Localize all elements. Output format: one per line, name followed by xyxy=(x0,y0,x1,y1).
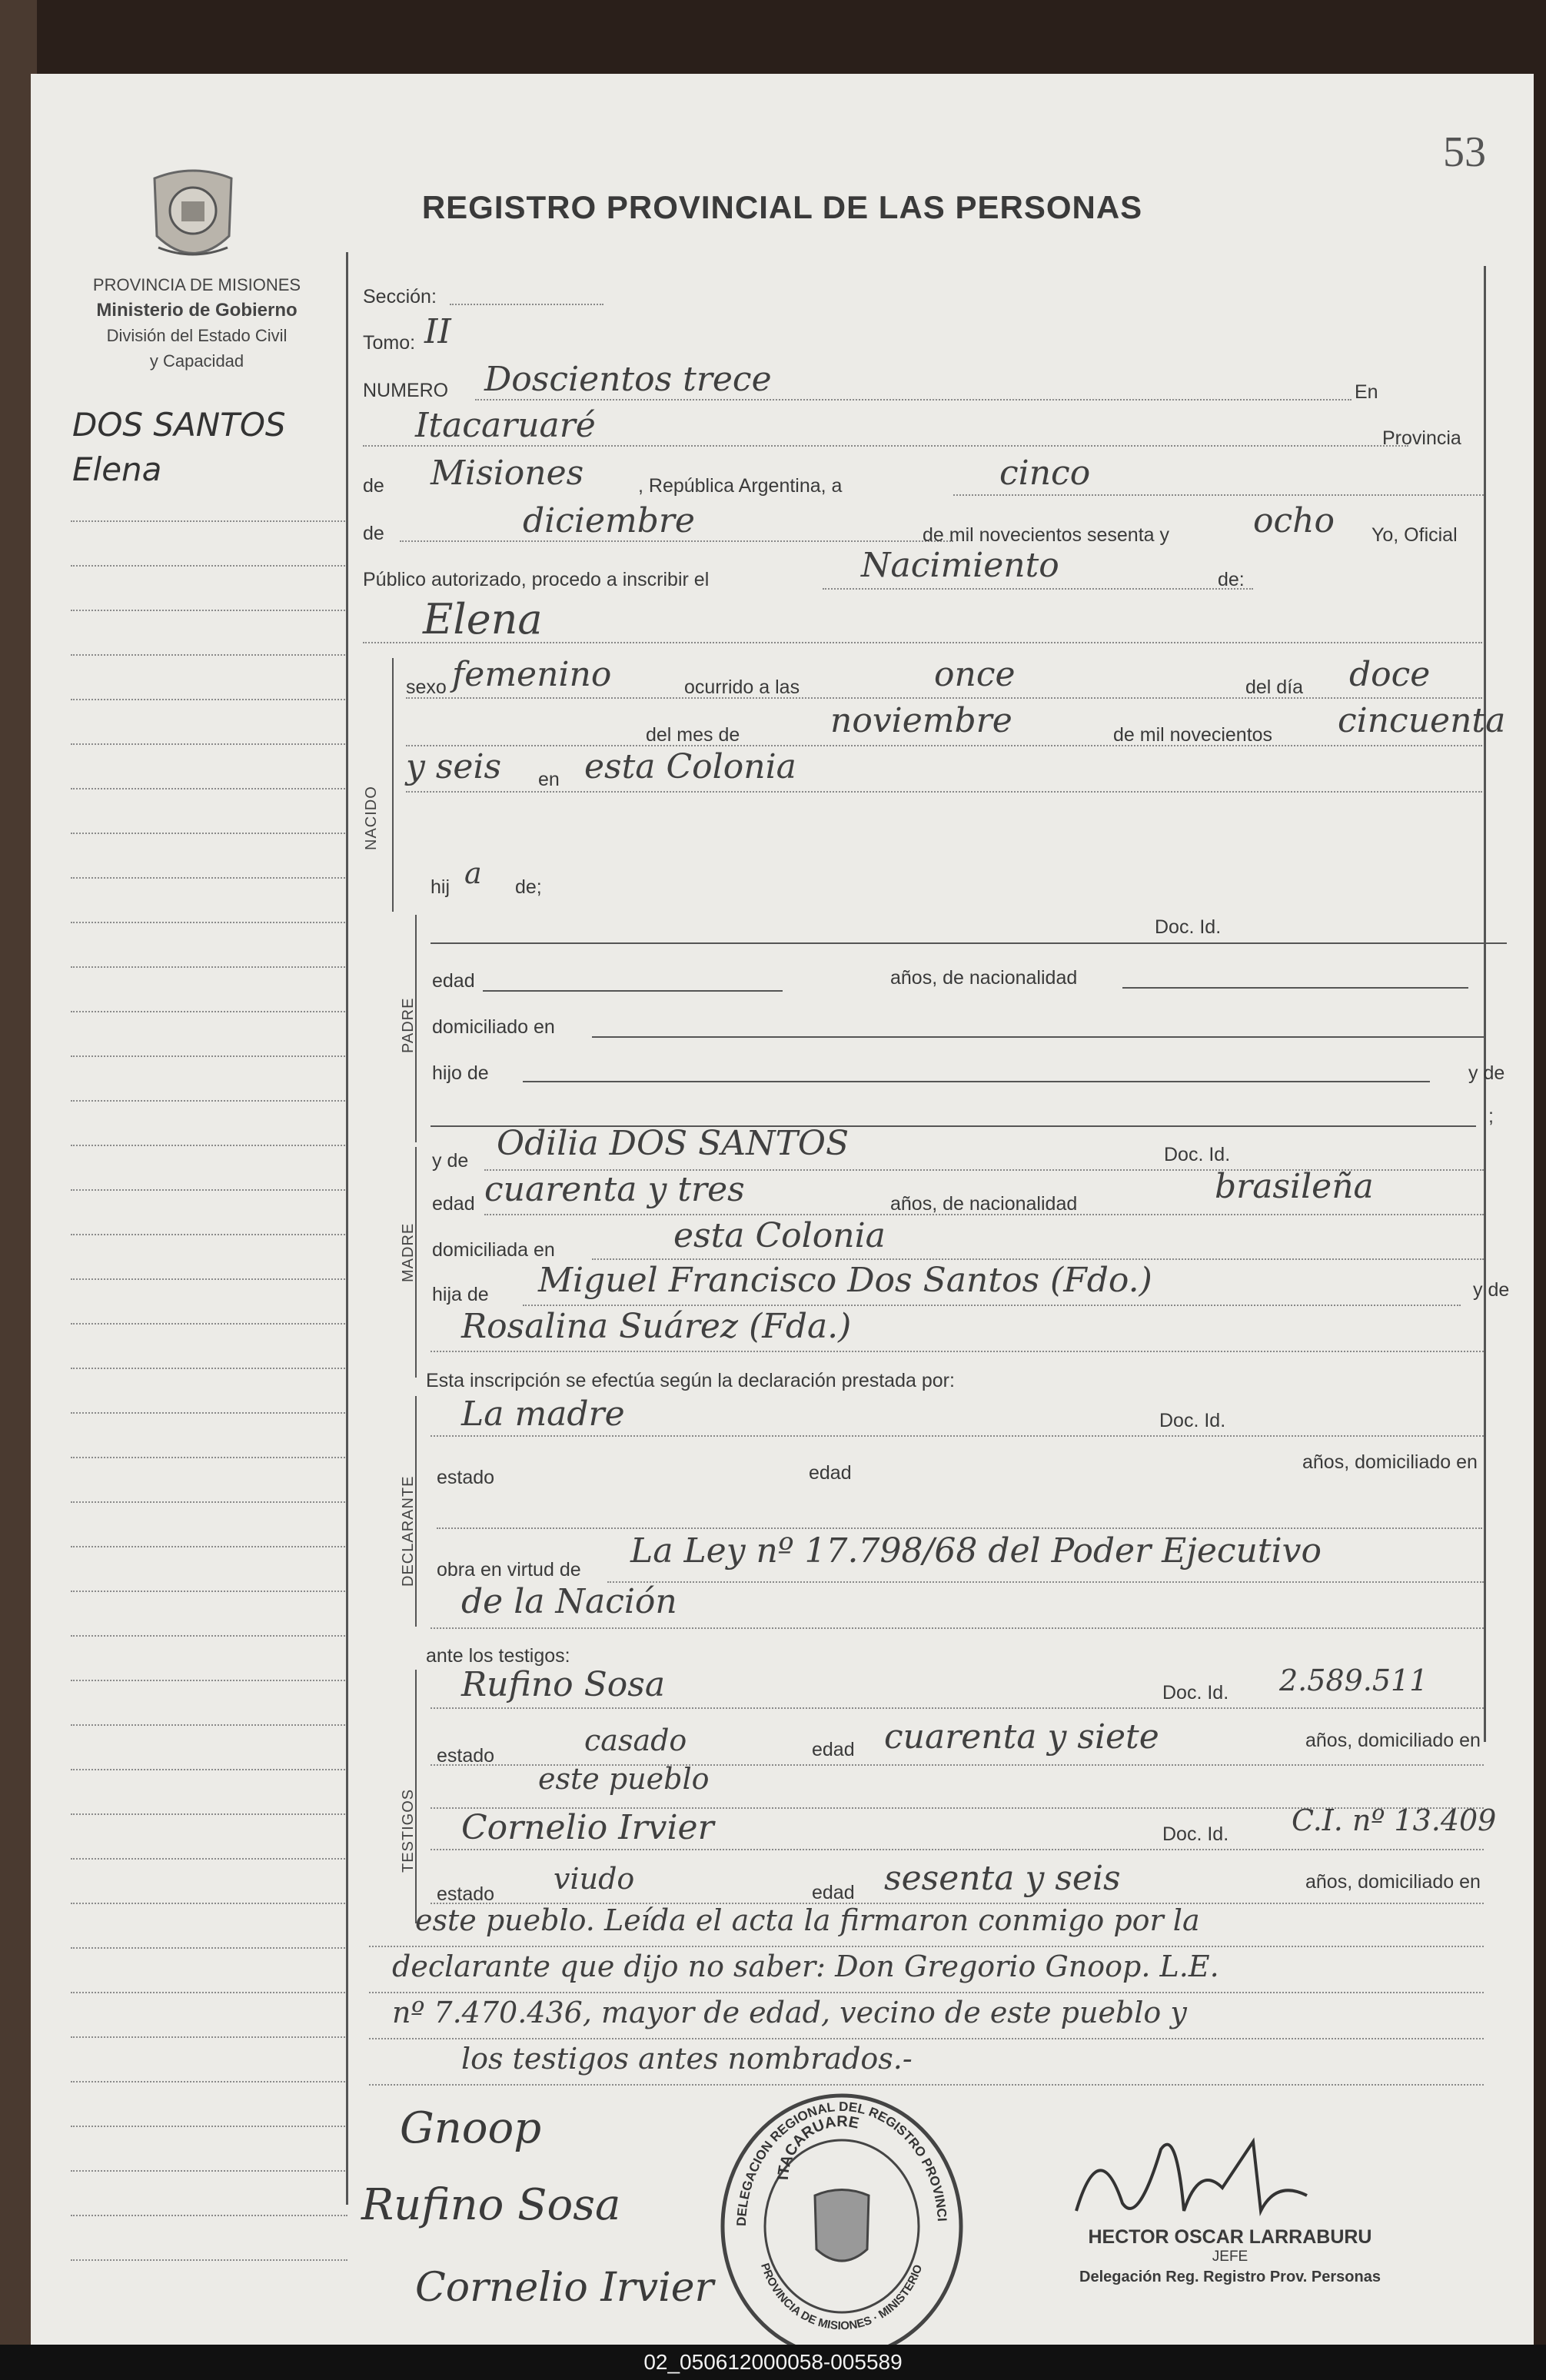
obra-value: La Ley nº 17.798/68 del Poder Ejecutivo xyxy=(630,1531,1322,1571)
year-value: ocho xyxy=(1253,501,1335,540)
anio-value: cincuenta xyxy=(1338,701,1506,740)
madre-domicilio-value: esta Colonia xyxy=(673,1216,886,1255)
margin-ruled-line xyxy=(71,1188,347,1191)
margin-ruled-line xyxy=(71,1813,347,1815)
margin-ruled-line xyxy=(71,1590,347,1592)
official-stamp xyxy=(715,2088,969,2368)
testigo1-line xyxy=(431,1707,1484,1709)
name-line xyxy=(363,641,1482,643)
testigos-intro-label: ante los testigos: xyxy=(426,1645,570,1667)
madre-madre-value: Rosalina Suárez (Fda.) xyxy=(461,1307,852,1346)
numero-label: NUMERO xyxy=(363,380,449,401)
margin-ruled-line xyxy=(71,1679,347,1681)
sexo-label: sexo xyxy=(406,676,447,698)
day-line xyxy=(953,494,1484,496)
act-value: Nacimiento xyxy=(861,546,1059,585)
madre-edad-line xyxy=(484,1213,1484,1215)
madre-section-label: MADRE xyxy=(400,1222,417,1282)
declarante-section-label: DECLARANTE xyxy=(400,1475,417,1587)
testigo2-anios-label: años, domiciliado en xyxy=(1305,1871,1481,1893)
signature-testigo1: Rufino Sosa xyxy=(361,2180,621,2230)
day-value: cinco xyxy=(999,454,1091,493)
page-title: REGISTRO PROVINCIAL DE LAS PERSONAS xyxy=(421,189,1143,225)
padre-hijo-label: hijo de xyxy=(432,1062,489,1084)
stamp-top-text: ITACARUARE xyxy=(774,2112,861,2181)
padre-section-label: PADRE xyxy=(400,997,417,1053)
madre-domiciliada-label: domiciliada en xyxy=(432,1239,555,1261)
padre-nacionalidad-line xyxy=(1122,987,1468,989)
madre-yde-label: y de xyxy=(432,1150,469,1172)
official-signature-icon xyxy=(1069,2119,1315,2237)
testigo1-doc-label: Doc. Id. xyxy=(1162,1682,1229,1704)
madre-nacionalidad-value: brasileña xyxy=(1215,1167,1374,1206)
padre-semicolon: ; xyxy=(1488,1105,1494,1127)
month-line xyxy=(400,540,953,542)
closing-line-0 xyxy=(369,1945,1484,1947)
margin-ruled-line xyxy=(71,1456,347,1458)
margin-ruled-line xyxy=(71,1322,347,1325)
margin-ruled-line xyxy=(71,564,347,567)
official-role: JEFE xyxy=(1212,2249,1248,2265)
testigos-section-label: TESTIGOS xyxy=(400,1788,417,1873)
declarante-intro-label: Esta inscripción se efectúa según la declaración prestada por: xyxy=(426,1370,955,1391)
margin-ruled-line xyxy=(71,966,347,968)
margin-ruled-line xyxy=(71,1501,347,1503)
yo-oficial-label: Yo, Oficial xyxy=(1371,524,1458,546)
ocurrido-label: ocurrido a las xyxy=(684,676,800,698)
madre-edad-label: edad xyxy=(432,1193,475,1215)
madre-hija-line xyxy=(523,1304,1461,1306)
margin-ruled-line xyxy=(71,1367,347,1369)
month-value: diciembre xyxy=(523,501,695,540)
ministry-block xyxy=(58,272,335,374)
page-number: 53 xyxy=(1443,128,1486,176)
testigo2-doc: C.I. nº 13.409 xyxy=(1292,1803,1497,1837)
testigo1-edad: cuarenta y siete xyxy=(884,1717,1159,1757)
madre-domicilio-line xyxy=(592,1258,1484,1260)
margin-ruled-line xyxy=(71,2036,347,2038)
numero-value: Doscientos trece xyxy=(484,360,772,399)
testigo1-estado-label: estado xyxy=(437,1745,495,1767)
hij-de-label: de; xyxy=(515,876,542,898)
mil-novecientos-label: de mil novecientos xyxy=(1113,724,1273,746)
testigo2-edad: sesenta y seis xyxy=(884,1859,1121,1898)
hij-label: hij xyxy=(431,876,451,898)
margin-ruled-line xyxy=(71,520,347,522)
madre-madre-line xyxy=(431,1350,1484,1352)
margin-ruled-line xyxy=(71,787,347,789)
margin-ruled-line xyxy=(71,1144,347,1146)
hora-value: once xyxy=(934,655,1016,694)
mes-line xyxy=(406,744,1482,746)
hij-value: a xyxy=(464,856,482,890)
margin-ruled-line xyxy=(71,1010,347,1012)
testigo1-anios-label: años, domiciliado en xyxy=(1305,1730,1481,1751)
obra-value-2: de la Nación xyxy=(461,1582,677,1621)
testigo2-domicilio: este pueblo. Leída el acta la firmaron conmigo por la xyxy=(415,1903,1200,1937)
frame-right-line xyxy=(1484,266,1486,1742)
provincia-label: Provincia xyxy=(1382,427,1461,449)
testigo2-edad-label: edad xyxy=(812,1882,855,1903)
margin-ruled-line xyxy=(71,2214,347,2216)
image-caption: 02_050612000058-005589 xyxy=(0,2345,1546,2380)
margin-ruled-line xyxy=(71,1768,347,1770)
margin-ruled-line xyxy=(71,1099,347,1102)
margin-ruled-line xyxy=(71,1946,347,1949)
declarante-nombre-line xyxy=(431,1434,1484,1437)
padre-name-line xyxy=(431,942,1507,944)
nacido-section-label: NACIDO xyxy=(363,786,380,850)
tomo-label: Tomo: xyxy=(363,332,416,354)
lugar-line xyxy=(406,790,1482,793)
testigo2-doc-label: Doc. Id. xyxy=(1162,1823,1229,1845)
ministry-line-4: y Capacidad xyxy=(149,351,244,371)
declarante-estado-line xyxy=(437,1527,1482,1529)
certificate-page xyxy=(31,74,1534,2349)
ministry-line-2: Ministerio de Gobierno xyxy=(96,300,298,321)
mes-label: del mes de xyxy=(646,724,740,746)
official-name: HECTOR OSCAR LARRABURU xyxy=(1088,2226,1372,2248)
margin-ruled-line xyxy=(71,743,347,745)
madre-doc-label: Doc. Id. xyxy=(1164,1144,1231,1165)
closing-rule-3 xyxy=(369,2083,1484,2086)
mil-label: de mil novecientos sesenta y xyxy=(923,524,1170,546)
margin-ruled-line xyxy=(71,1857,347,1860)
margin-ruled-line xyxy=(71,921,347,923)
en-label: En xyxy=(1355,381,1378,403)
padre-hijo-line xyxy=(523,1081,1430,1082)
margin-ruled-line xyxy=(71,1902,347,1904)
coat-of-arms-icon xyxy=(143,163,243,274)
madre-hija-label: hija de xyxy=(432,1284,489,1305)
margin-ruled-line xyxy=(71,2259,347,2261)
padre-edad-label: edad xyxy=(432,970,475,992)
ministry-line-3: División del Estado Civil xyxy=(106,326,288,345)
padre-domiciliado-label: domiciliado en xyxy=(432,1016,555,1038)
act-line xyxy=(823,587,1253,590)
obra-label: obra en virtud de xyxy=(437,1559,581,1581)
declarante-anios-label: años, domiciliado en xyxy=(1302,1451,1478,1473)
padre-doc-label: Doc. Id. xyxy=(1155,916,1222,938)
testigo2-estado-label: estado xyxy=(437,1883,495,1905)
publico-label: Público autorizado, procedo a inscribir el xyxy=(363,569,710,590)
province-value: Misiones xyxy=(431,454,584,493)
testigo2-estado: viudo xyxy=(554,1862,635,1896)
testigo1-nombre: Rufino Sosa xyxy=(461,1665,666,1704)
declarante-edad-label: edad xyxy=(809,1462,852,1484)
madre-anios-label: años, de nacionalidad xyxy=(890,1193,1078,1215)
madre-nombre-value: Odilia DOS SANTOS xyxy=(497,1124,849,1163)
official-block xyxy=(1030,2226,1430,2286)
margin-ruled-line xyxy=(71,1411,347,1414)
padre-yde-label: y de xyxy=(1468,1062,1505,1084)
anio-value-2: y seis xyxy=(406,747,502,786)
testigo1-estado: casado xyxy=(584,1724,687,1757)
dia-value: doce xyxy=(1349,655,1431,694)
frame-left-line xyxy=(346,252,348,2205)
margin-given-name: Elena xyxy=(72,450,162,488)
margin-ruled-line xyxy=(71,2125,347,2127)
ministry-line-1: PROVINCIA DE MISIONES xyxy=(92,275,301,294)
place-value: Itacaruaré xyxy=(415,406,596,445)
declarante-doc-label: Doc. Id. xyxy=(1159,1410,1226,1431)
margin-ruled-line xyxy=(71,1545,347,1547)
declarante-nombre-value: La madre xyxy=(461,1394,625,1434)
closing-line-1: declarante que dijo no saber: Don Gregorio Gnoop. L.E. xyxy=(392,1950,1219,1983)
padre-edad-line xyxy=(483,990,783,992)
margin-ruled-line xyxy=(71,876,347,879)
official-office: Delegación Reg. Registro Prov. Personas xyxy=(1079,2269,1381,2285)
sexo-value: femenino xyxy=(452,655,612,694)
margin-ruled-line xyxy=(71,2080,347,2082)
margin-ruled-line xyxy=(71,832,347,834)
signature-declarante: Gnoop xyxy=(400,2103,542,2153)
del-dia-label: del día xyxy=(1245,676,1304,698)
padre-anios-label: años, de nacionalidad xyxy=(890,967,1078,989)
margin-ruled-line xyxy=(71,1233,347,1235)
seccion-line xyxy=(450,303,603,305)
closing-line-2: nº 7.470.436, mayor de edad, vecino de este pueblo y xyxy=(392,1996,1187,2029)
margin-ruled-line xyxy=(71,1055,347,1057)
margin-ruled-line xyxy=(71,1724,347,1726)
tomo-value: II xyxy=(424,312,451,351)
en-label-2: en xyxy=(538,769,560,790)
mes-value: noviembre xyxy=(830,701,1012,740)
margin-ruled-line xyxy=(71,698,347,700)
padre-domicilio-line xyxy=(592,1036,1484,1038)
testigo2-nombre: Cornelio Irvier xyxy=(461,1808,714,1847)
margin-ruled-line xyxy=(71,1991,347,1993)
margin-ruled-line xyxy=(71,1278,347,1280)
de-label: de xyxy=(363,475,384,497)
margin-ruled-line xyxy=(71,653,347,656)
testigo2-line xyxy=(431,1848,1484,1850)
closing-rule-1 xyxy=(369,1991,1484,1993)
seccion-label: Sección: xyxy=(363,286,437,307)
obra-line-2 xyxy=(431,1627,1484,1629)
signature-testigo2: Cornelio Irvier xyxy=(415,2265,714,2311)
testigo1-domicilio: este pueblo xyxy=(538,1762,710,1796)
de-colon-label: de: xyxy=(1218,569,1245,590)
madre-edad-value: cuarenta y tres xyxy=(484,1170,745,1209)
madre-yde2-label: y de xyxy=(1473,1279,1510,1301)
closing-line-3: los testigos antes nombrados.- xyxy=(461,2042,913,2076)
margin-ruled-line xyxy=(71,2169,347,2172)
margin-surname: DOS SANTOS xyxy=(72,406,286,444)
numero-line xyxy=(475,398,1352,401)
republica-label: , República Argentina, a xyxy=(638,475,843,497)
testigo1-doc: 2.589.511 xyxy=(1279,1664,1428,1697)
declarante-estado-label: estado xyxy=(437,1467,495,1488)
stamp-outer-text: DELEGACION REGIONAL DEL REGISTRO PROVINCI xyxy=(733,2099,949,2227)
lugar-value: esta Colonia xyxy=(584,747,796,786)
de-label-2: de xyxy=(363,523,384,544)
place-line xyxy=(363,444,1408,447)
name-value: Elena xyxy=(423,595,543,643)
stamp-bottom-text: PROVINCIA DE MISIONES · MINISTERIO xyxy=(758,2261,926,2333)
obra-line xyxy=(607,1581,1484,1583)
madre-padre-value: Miguel Francisco Dos Santos (Fdo.) xyxy=(538,1261,1152,1300)
margin-ruled-line xyxy=(71,1634,347,1637)
margin-ruled-line xyxy=(71,609,347,611)
nacido-divider xyxy=(392,658,394,912)
sexo-line xyxy=(406,696,1482,699)
closing-rule-2 xyxy=(369,2037,1484,2039)
testigo1-edad-label: edad xyxy=(812,1739,855,1760)
